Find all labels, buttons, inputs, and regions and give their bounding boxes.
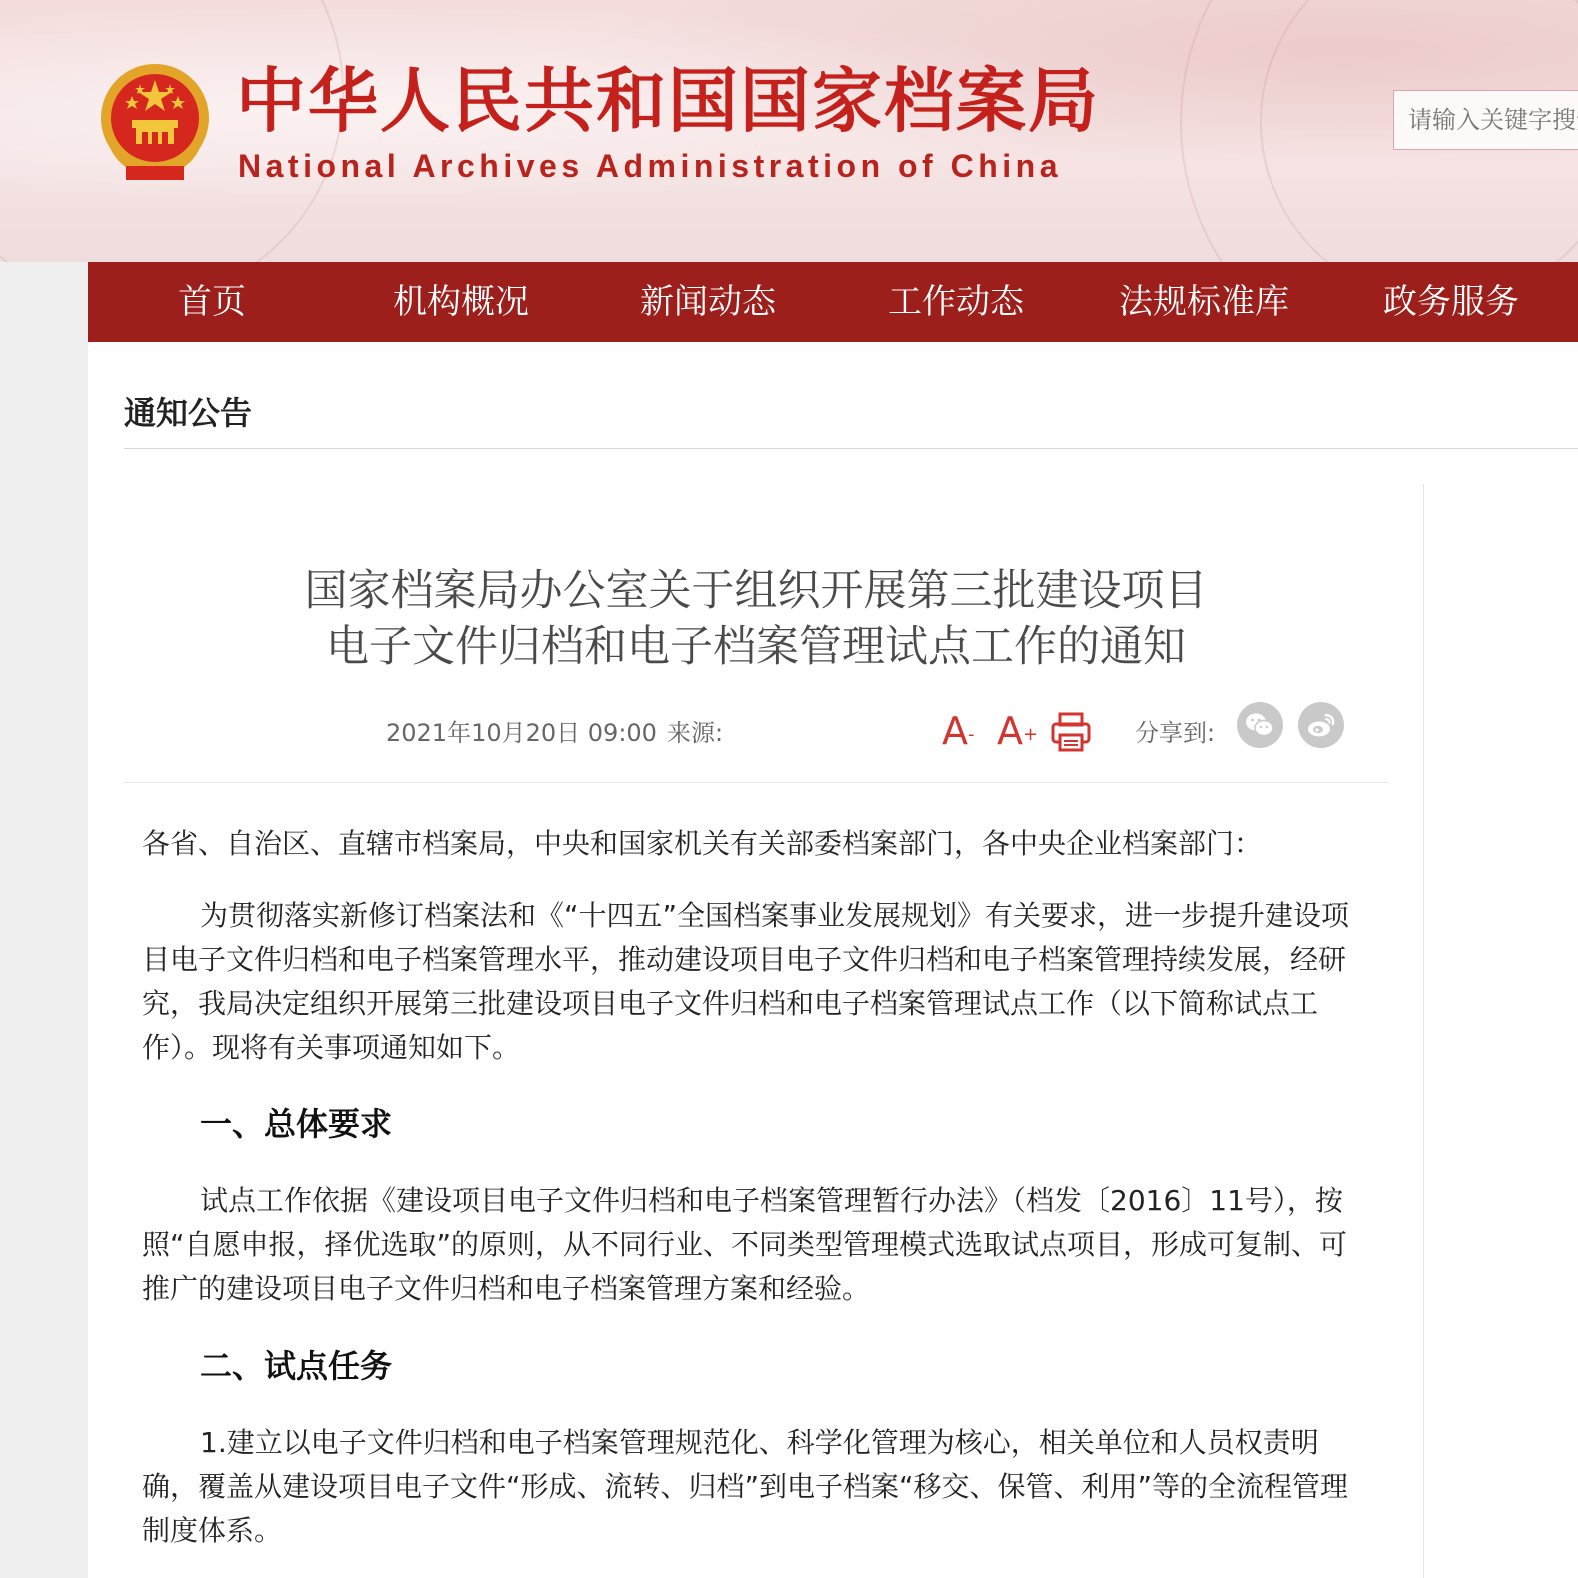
- nav-item-gov-services[interactable]: 政务服务: [1383, 282, 1519, 322]
- article-intro-paragraph: 为贯彻落实新修订档案法和《“十四五”全国档案事业发展规划》有关要求，进一步提升建设项目电子文件归档和电子档案管理水平，推动建设项目电子文件归档和电子档案管理持续发展，经研究，我局决定组织开展第三批建设项目电子文件归档和电子档案管理试点工作（以下简称试点工作）。现将有关事项通知如下。: [142, 899, 1350, 1064]
- section-1-paragraph: 试点工作依据《建设项目电子文件归档和电子档案管理暂行办法》（档发〔2016〕11号），按照“自愿申报，择优选取”的原则，从不同行业、不同类型管理模式选取试点项目，形成可复制、可推广的建设项目电子文件归档和电子档案管理方案和经验。: [142, 1184, 1348, 1305]
- article-title-line-2: 电子文件归档和电子档案管理试点工作的通知: [326, 622, 1186, 672]
- article-title: [124, 563, 1388, 675]
- national-emblem-icon[interactable]: [96, 62, 214, 184]
- weibo-icon: [1306, 711, 1336, 739]
- article-title-line-1: 国家档案局办公室关于组织开展第三批建设项目: [304, 566, 1208, 616]
- font-increase-sign: +: [1023, 724, 1039, 745]
- site-header: [0, 0, 1578, 262]
- site-title: 中华人民共和国国家档案局: [236, 60, 1100, 142]
- share-label: 分享到:: [1135, 719, 1216, 747]
- font-decrease-label: A: [942, 709, 968, 753]
- print-icon[interactable]: [1050, 711, 1092, 753]
- wechat-share-button[interactable]: [1237, 702, 1283, 748]
- section-heading-2: 二、试点任务: [200, 1347, 393, 1385]
- font-increase-button[interactable]: [997, 708, 1038, 754]
- section-heading-1: 一、总体要求: [200, 1105, 393, 1143]
- nav-item-home[interactable]: 首页: [178, 282, 246, 322]
- meta-divider: [124, 782, 1388, 783]
- search-input[interactable]: [1393, 90, 1578, 150]
- wechat-icon: [1245, 711, 1275, 739]
- nav-item-regulations[interactable]: 法规标准库: [1119, 282, 1289, 322]
- site-subtitle: National Archives Administration of China: [238, 148, 1062, 184]
- main-nav: [88, 262, 1578, 342]
- nav-item-news[interactable]: 新闻动态: [640, 282, 776, 322]
- breadcrumb[interactable]: 通知公告: [124, 394, 253, 432]
- font-increase-label: A: [997, 709, 1023, 753]
- article-source-label: 来源:: [667, 719, 724, 747]
- section-2-item-1: 1.建立以电子文件归档和电子档案管理规范化、科学化管理为核心，相关单位和人员权责明确，覆盖从建设项目电子文件“形成、流转、归档”到电子档案“移交、保管、利用”等的全流程管理制度体系。: [142, 1426, 1349, 1547]
- article-date: 2021年10月20日 09:00: [386, 719, 657, 747]
- article-salutation: 各省、自治区、直辖市档案局，中央和国家机关有关部委档案部门，各中央企业档案部门：: [142, 827, 1263, 860]
- column-divider: [1423, 484, 1424, 1578]
- font-decrease-sign: -: [968, 724, 975, 745]
- breadcrumb-divider: [124, 448, 1578, 449]
- nav-item-work-updates[interactable]: 工作动态: [888, 282, 1024, 322]
- weibo-share-button[interactable]: [1298, 702, 1344, 748]
- nav-item-organization[interactable]: 机构概况: [393, 282, 529, 322]
- font-decrease-button[interactable]: [942, 708, 975, 754]
